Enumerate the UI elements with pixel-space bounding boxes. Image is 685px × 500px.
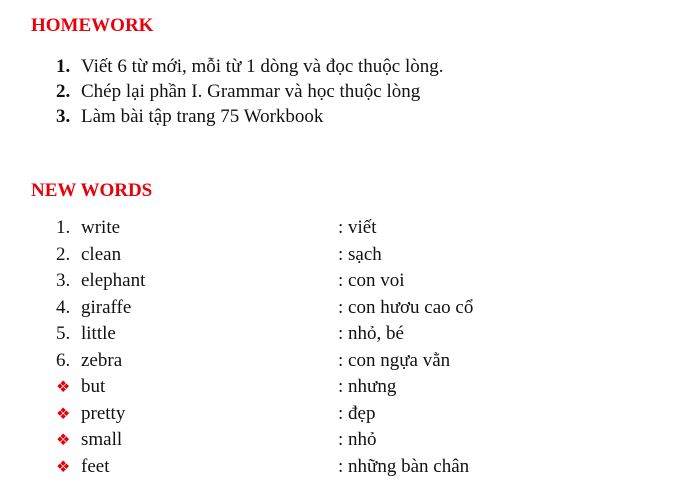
word-term: feet [81, 455, 110, 477]
homework-item [56, 54, 444, 79]
word-row [56, 454, 656, 481]
homework-item-text: Chép lại phần I. Grammar và học thuộc lòng [81, 81, 421, 102]
homework-item-number: 1. [56, 56, 71, 77]
word-meaning: : con voi [338, 270, 405, 291]
word-meaning: : nhỏ, bé [338, 323, 404, 344]
word-row [56, 215, 656, 242]
word-number: 4. [56, 296, 71, 318]
word-term: small [81, 429, 123, 450]
word-term: little [81, 323, 116, 344]
homework-item-number: 2. [56, 81, 71, 102]
word-meaning: : sạch [338, 243, 382, 265]
word-row [56, 348, 656, 375]
word-row [56, 242, 656, 269]
homework-item-text: Viết 6 từ mới, mỗi từ 1 dòng và đọc thuộc lòng. [81, 56, 444, 77]
word-term: elephant [81, 270, 146, 291]
new-words-heading: NEW WORDS [31, 180, 153, 201]
diamond-bullet-icon: ❖ [56, 379, 71, 396]
word-number: 1. [56, 217, 71, 238]
homework-item [56, 79, 444, 104]
word-number: 3. [56, 270, 71, 291]
word-number: 6. [56, 349, 71, 371]
diamond-bullet-icon: ❖ [56, 405, 71, 423]
word-term: pretty [81, 402, 126, 424]
word-meaning: : con ngựa vằn [338, 349, 451, 371]
diamond-bullet-icon: ❖ [56, 458, 71, 476]
homework-item-number: 3. [56, 106, 71, 127]
word-row [56, 401, 656, 428]
word-row [56, 321, 656, 348]
word-meaning: : con hươu cao cổ [338, 296, 474, 318]
word-term: giraffe [81, 296, 132, 318]
word-number: 2. [56, 243, 71, 265]
word-meaning: : viết [338, 217, 377, 238]
homework-heading: HOMEWORK [31, 15, 154, 36]
new-words-list [56, 215, 656, 480]
homework-item [56, 104, 444, 129]
diamond-bullet-icon: ❖ [56, 432, 71, 449]
word-row [56, 427, 656, 454]
word-meaning: : những bàn chân [338, 455, 470, 477]
word-row [56, 295, 656, 322]
word-meaning: : đẹp [338, 402, 376, 424]
homework-item-text: Làm bài tập trang 75 Workbook [81, 106, 324, 127]
word-meaning: : nhưng [338, 376, 397, 397]
word-number: 5. [56, 323, 71, 344]
word-term: zebra [81, 349, 123, 371]
word-term: but [81, 376, 106, 397]
word-term: clean [81, 243, 122, 265]
word-meaning: : nhỏ [338, 429, 377, 450]
homework-list [56, 54, 444, 129]
word-term: write [81, 217, 121, 238]
word-row [56, 374, 656, 401]
word-row [56, 268, 656, 295]
